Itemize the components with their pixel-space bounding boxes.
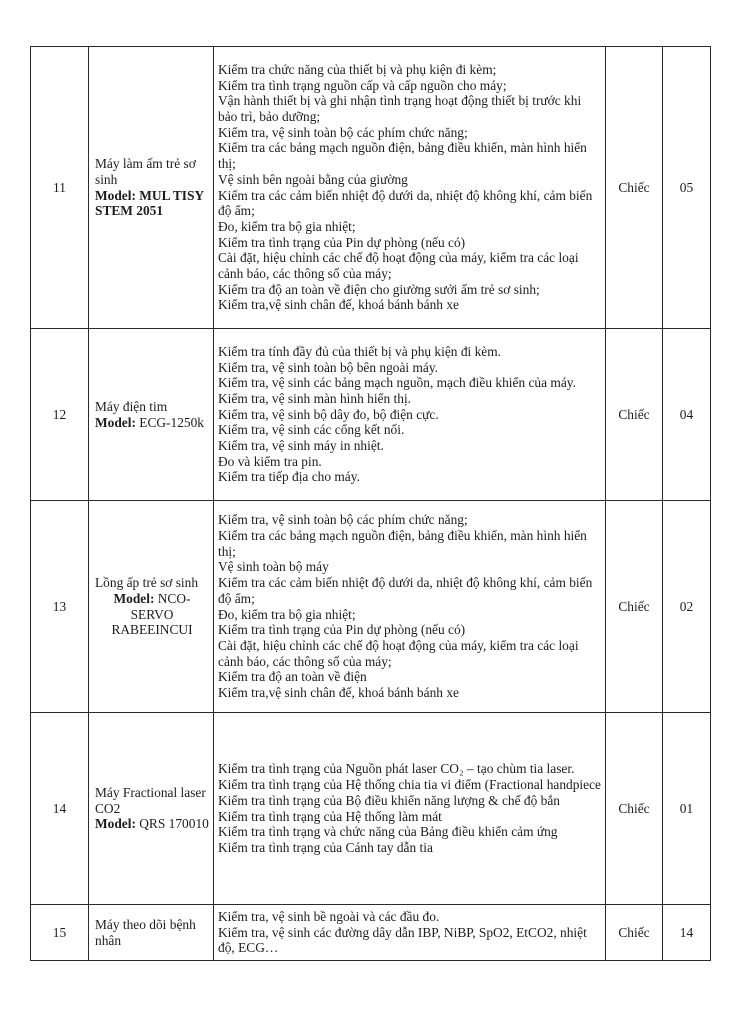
task-item: Kiểm tra tình trạng của Pin dự phòng (nếu có) (218, 622, 466, 638)
device-cell (89, 47, 214, 329)
task-item: Vệ sinh bên ngoài bằng của giường (218, 171, 408, 187)
task-item: Kiểm tra các bảng mạch nguồn điện, bảng điều khiển, màn hình hiển thị; (218, 527, 587, 559)
task-item: Kiểm tra tính đầy đủ của thiết bị và phụ kiện đi kèm. (218, 343, 501, 359)
row-number: 13 (31, 501, 89, 713)
device-model (95, 591, 209, 638)
row-number: 12 (31, 329, 89, 501)
table-row (31, 501, 711, 713)
task-item: Vệ sinh toàn bộ máy (218, 559, 329, 575)
task-item: Kiểm tra tình trạng của Hệ thống làm mát (218, 808, 442, 824)
model-label: Model: (95, 414, 136, 430)
task-item: Kiểm tra, vệ sinh các cổng kết nối. (218, 422, 405, 438)
quantity-cell: 14 (663, 905, 711, 961)
device-cell (89, 905, 214, 961)
task-list (214, 47, 606, 329)
task-item: Kiểm tra các bảng mạch nguồn điện, bảng điều khiển, màn hình hiển thị; (218, 140, 587, 172)
task-item: Kiểm tra tình trạng của Bộ điều khiển năng lượng & chế độ bắn (218, 792, 560, 808)
task-item: Kiểm tra, vệ sinh các bảng mạch nguồn, mạch điều khiển của máy. (218, 375, 576, 391)
task-item: Kiểm tra,vệ sinh chân đế, khoá bánh bánh xe (218, 685, 459, 701)
task-item: Kiểm tra tình trạng của Pin dự phòng (nếu có) (218, 234, 466, 250)
task-list (214, 329, 606, 501)
task-item: Kiểm tra độ an toàn về điện (218, 669, 367, 685)
model-label: Model: (113, 590, 155, 606)
device-name: Lồng ấp trẻ sơ sinh (95, 575, 199, 591)
unit-cell: Chiếc (606, 329, 663, 501)
row-number: 11 (31, 47, 89, 329)
task-item: Kiểm tra, vệ sinh bộ dây đo, bộ điện cực. (218, 406, 439, 422)
model-value: NCO-SERVO RABEEINCUI (111, 590, 193, 638)
task-list (214, 905, 606, 961)
task-item: Kiểm tra tình trạng và chức năng của Bảng điều khiển cảm ứng (218, 824, 558, 840)
task-item: Kiểm tra, vệ sinh toàn bộ các phím chức năng; (218, 512, 468, 528)
task-item: Kiểm tra độ an toàn về điện cho giường sưởi ấm trẻ sơ sinh; (218, 281, 540, 297)
quantity-cell: 01 (663, 713, 711, 905)
task-item: Kiểm tra tình trạng của Hệ thống chia tia vi điểm (Fractional handpiece (218, 777, 601, 793)
maintenance-table (30, 46, 711, 961)
quantity-cell: 04 (663, 329, 711, 501)
unit-cell: Chiếc (606, 47, 663, 329)
device-cell (89, 713, 214, 905)
task-list (214, 501, 606, 713)
task-list (214, 713, 606, 905)
device-name: Máy điện tim (95, 398, 168, 414)
quantity-cell: 05 (663, 47, 711, 329)
task-item: Kiểm tra,vệ sinh chân đế, khoá bánh bánh xe (218, 297, 459, 313)
task-item: Kiểm tra, vệ sinh các đường dây dẫn IBP, NiBP, SpO2, EtCO2, nhiệt độ, ECG… (218, 924, 587, 956)
unit-cell: Chiếc (606, 713, 663, 905)
task-item: Kiểm tra tình trạng nguồn cấp và cấp nguồn cho máy; (218, 77, 507, 93)
task-item: Kiểm tra tiếp địa cho máy. (218, 469, 360, 485)
task-item: Đo, kiểm tra bộ gia nhiệt; (218, 606, 356, 622)
device-name: Máy Fractional laser CO2 (95, 784, 206, 816)
table-row (31, 905, 711, 961)
task-item: Đo và kiểm tra pin. (218, 453, 322, 469)
task-item: Kiểm tra, vệ sinh toàn bộ các phím chức năng; (218, 124, 468, 140)
table-row (31, 47, 711, 329)
model-label: Model: (95, 187, 136, 203)
task-item: Kiểm tra, vệ sinh bề ngoài và các đầu đo. (218, 908, 440, 924)
model-value: ECG-1250k (139, 414, 204, 430)
task-item: Đo, kiểm tra bộ gia nhiệt; (218, 218, 356, 234)
device-model (95, 816, 209, 832)
table-row (31, 713, 711, 905)
table-row (31, 329, 711, 501)
unit-cell: Chiếc (606, 501, 663, 713)
device-cell (89, 501, 214, 713)
device-name: Máy làm ấm trẻ sơ sinh (95, 156, 196, 187)
task-item: Cài đặt, hiệu chỉnh các chế độ hoạt động của máy, kiểm tra các loại cảnh báo, các thông số của máy; (218, 250, 579, 282)
task-item: Vận hành thiết bị và ghi nhận tình trạng hoạt động thiết bị trước khi bảo trì, bảo dưỡng; (218, 93, 582, 124)
task-item: Kiểm tra các cảm biến nhiệt độ dưới da, nhiệt độ không khí, cảm biến độ ẩm; (218, 575, 593, 606)
row-number: 15 (31, 905, 89, 961)
model-value: QRS 170010 (139, 816, 209, 832)
task-item: Kiểm tra, vệ sinh máy in nhiệt. (218, 438, 384, 454)
task-item: Kiểm tra tình trạng của Nguồn phát laser CO₂ – tạo chùm tia laser. (218, 761, 575, 777)
unit-cell: Chiếc (606, 905, 663, 961)
task-item: Kiểm tra tình trạng của Cánh tay dẫn tia (218, 839, 433, 855)
device-cell (89, 329, 214, 501)
task-item: Kiểm tra chức năng của thiết bị và phụ kiện đi kèm; (218, 61, 497, 77)
quantity-cell: 02 (663, 501, 711, 713)
device-name: Máy theo dõi bệnh nhân (95, 916, 196, 948)
task-item: Kiểm tra, vệ sinh toàn bộ bên ngoài máy. (218, 359, 439, 375)
task-item: Kiểm tra các cảm biến nhiệt độ dưới da, nhiệt độ không khí, cảm biến độ ẩm; (218, 187, 593, 219)
model-value: MUL TISY STEM 2051 (95, 187, 204, 219)
row-number: 14 (31, 713, 89, 905)
device-model (95, 415, 209, 431)
model-label: Model: (95, 816, 136, 832)
device-model (95, 188, 209, 219)
task-item: Kiểm tra, vệ sinh màn hình hiển thị. (218, 390, 412, 406)
task-item: Cài đặt, hiệu chỉnh các chế độ hoạt động của máy, kiểm tra các loại cảnh báo, các thông số của máy; (218, 637, 579, 669)
